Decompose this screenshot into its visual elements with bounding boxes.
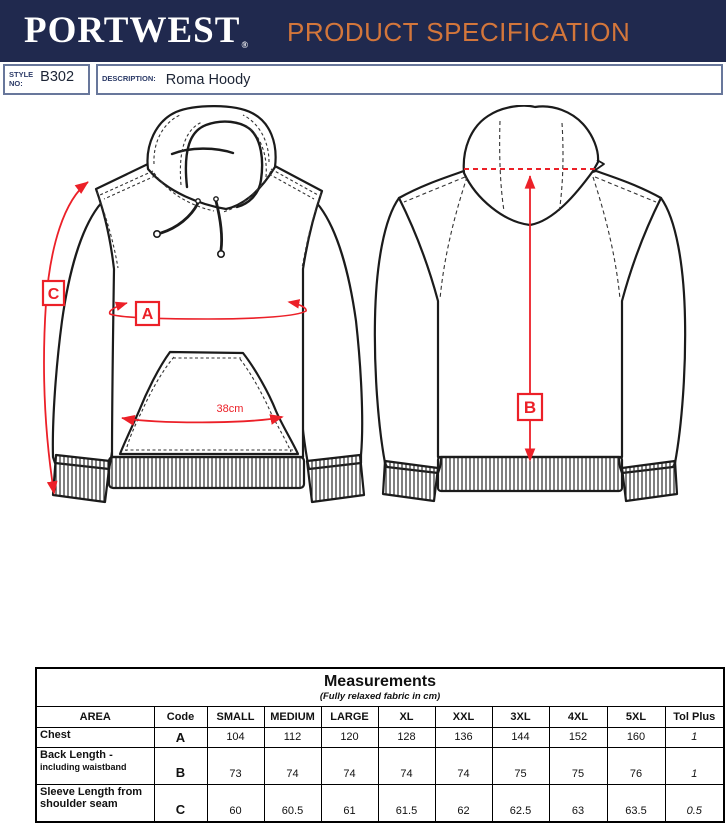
table-row-chest: Chest A 104 112 120 128 136 144 152 160 1 — [36, 727, 724, 747]
back-view-drawing — [372, 105, 722, 505]
col-header-tol: Tol Plus — [665, 706, 724, 727]
back-waistband — [438, 457, 622, 491]
table-title-row — [36, 668, 724, 706]
brand-logo — [24, 9, 248, 52]
col-header-code: Code — [154, 706, 207, 727]
col-header-area: AREA — [36, 706, 154, 727]
table-header-row — [36, 706, 724, 727]
style-number-box — [3, 64, 90, 95]
tolerance-value: 1 — [665, 727, 724, 747]
front-left-cuff — [53, 455, 110, 502]
col-header-large: LARGE — [321, 706, 378, 727]
col-header-medium: MEDIUM — [264, 706, 321, 727]
col-header-5xl: 5XL — [607, 706, 665, 727]
label-c: C — [47, 286, 60, 303]
label-a: A — [141, 306, 154, 323]
col-header-4xl: 4XL — [549, 706, 607, 727]
table-subtitle: (Fully relaxed fabric in cm) — [319, 691, 441, 703]
front-right-cord-tip — [218, 251, 224, 257]
front-waistband — [109, 457, 304, 488]
style-label: STYLE NO: — [9, 70, 34, 88]
area-label: Chest — [36, 727, 154, 747]
table-title: Measurements — [323, 673, 437, 691]
tolerance-value: 1 — [665, 747, 724, 784]
registered-trademark: ® — [241, 40, 250, 50]
code-value: A — [154, 727, 207, 747]
front-right-cuff — [307, 455, 364, 502]
front-view-drawing — [30, 105, 370, 510]
table-row-sleeve-length: Sleeve Length from shoulder seam C 60 60.5 61 61.5 62 62.5 63 63.5 0.5 — [36, 784, 724, 822]
style-value: B302 — [40, 69, 75, 85]
area-label: Back Length - including waistband — [36, 747, 154, 784]
tolerance-value: 0.5 — [665, 784, 724, 822]
brand-text: PORTWEST — [24, 10, 241, 51]
description-value: Roma Hoody — [165, 72, 251, 88]
table-title-cell — [36, 668, 724, 706]
col-header-small: SMALL — [207, 706, 264, 727]
description-box — [96, 64, 723, 95]
pocket-width-text: 38cm — [216, 403, 244, 415]
col-header-xl: XL — [378, 706, 435, 727]
page-title: PRODUCT SPECIFICATION — [287, 17, 631, 47]
code-value: B — [154, 747, 207, 784]
table-row-back-length: Back Length - including waistband B 73 74 74 74 74 75 75 76 1 — [36, 747, 724, 784]
col-header-xxl: XXL — [435, 706, 492, 727]
measurements-table — [35, 667, 725, 823]
header-bar — [0, 0, 726, 62]
description-label: DESCRIPTION: — [102, 74, 156, 84]
back-left-cuff — [383, 461, 438, 501]
col-header-3xl: 3XL — [492, 706, 549, 727]
front-left-eyelet — [196, 199, 200, 203]
code-value: C — [154, 784, 207, 822]
label-b: B — [523, 398, 537, 417]
back-right-cuff — [622, 461, 677, 501]
front-left-cord-tip — [154, 231, 160, 237]
area-label: Sleeve Length from shoulder seam — [36, 784, 154, 822]
front-right-eyelet — [214, 197, 218, 201]
